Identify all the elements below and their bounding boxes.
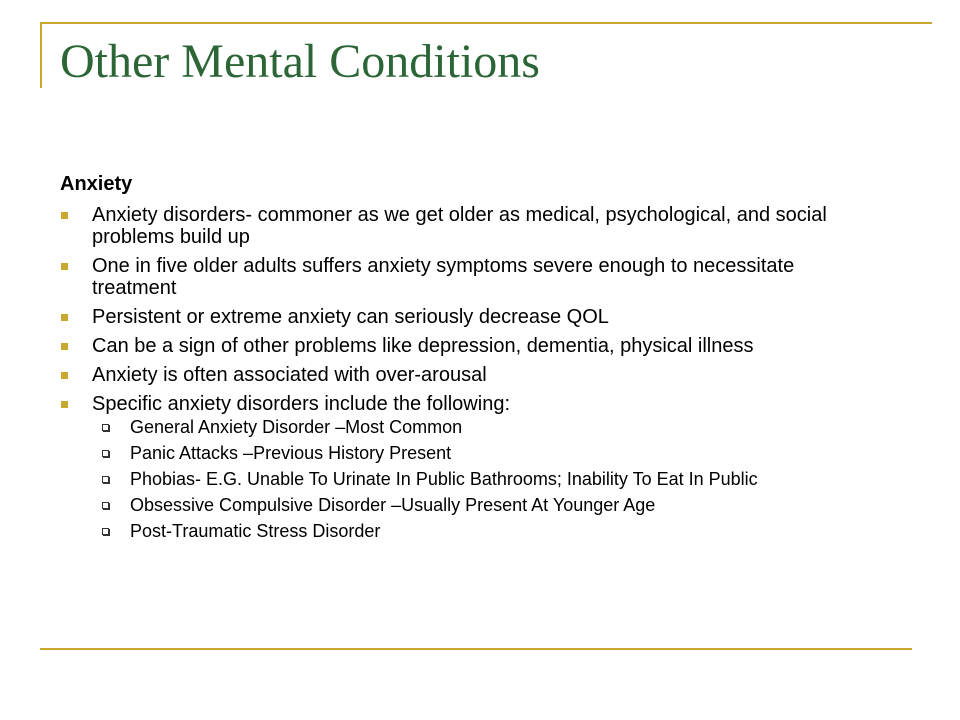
left-border-line xyxy=(40,22,42,88)
square-bullet-icon xyxy=(61,212,68,219)
list-item xyxy=(60,393,880,541)
bullet-text: Can be a sign of other problems like depression, dementia, physical illness xyxy=(92,335,754,357)
slide-content xyxy=(60,172,880,548)
list-item xyxy=(60,306,880,328)
square-bullet-icon xyxy=(61,263,68,270)
list-item xyxy=(60,204,880,248)
square-bullet-icon xyxy=(61,314,68,321)
square-bullet-icon xyxy=(61,401,68,408)
bullet-list xyxy=(60,204,880,541)
square-bullet-icon xyxy=(61,372,68,379)
sub-list-item xyxy=(60,444,880,463)
list-item xyxy=(60,335,880,357)
square-bullet-icon xyxy=(61,343,68,350)
bottom-border-line xyxy=(40,648,912,650)
sub-bullet-text: General Anxiety Disorder –Most Common xyxy=(130,417,463,437)
bullet-text: Specific anxiety disorders include the following: xyxy=(92,393,510,415)
bullet-text: One in five older adults suffers anxiety symptoms severe enough to necessitate treatment xyxy=(92,255,795,299)
list-item xyxy=(60,255,880,299)
sub-list-item xyxy=(60,522,880,541)
slide-title: Other Mental Conditions xyxy=(60,35,540,88)
checkbox-bullet-icon xyxy=(102,502,109,509)
list-item xyxy=(60,364,880,386)
sub-bullet-text: Panic Attacks –Previous History Present xyxy=(130,443,452,463)
section-heading: Anxiety xyxy=(60,173,133,195)
top-border-line xyxy=(40,22,932,24)
sub-bullet-text: Obsessive Compulsive Disorder –Usually Present At Younger Age xyxy=(130,495,656,515)
checkbox-bullet-icon xyxy=(102,528,109,535)
sub-list-item xyxy=(60,418,880,437)
sub-bullet-text: Post-Traumatic Stress Disorder xyxy=(130,521,381,541)
sub-bullet-list xyxy=(60,418,880,541)
checkbox-bullet-icon xyxy=(102,424,109,431)
checkbox-bullet-icon xyxy=(102,476,109,483)
sub-list-item xyxy=(60,496,880,515)
bullet-text: Anxiety is often associated with over-arousal xyxy=(92,364,487,386)
sub-list-item xyxy=(60,470,880,489)
checkbox-bullet-icon xyxy=(102,450,109,457)
bullet-text: Persistent or extreme anxiety can seriously decrease QOL xyxy=(92,306,609,328)
sub-bullet-text: Phobias- E.G. Unable To Urinate In Public Bathrooms; Inability To Eat In Public xyxy=(130,469,758,489)
bullet-text: Anxiety disorders- commoner as we get older as medical, psychological, and social problems build up xyxy=(92,204,827,248)
